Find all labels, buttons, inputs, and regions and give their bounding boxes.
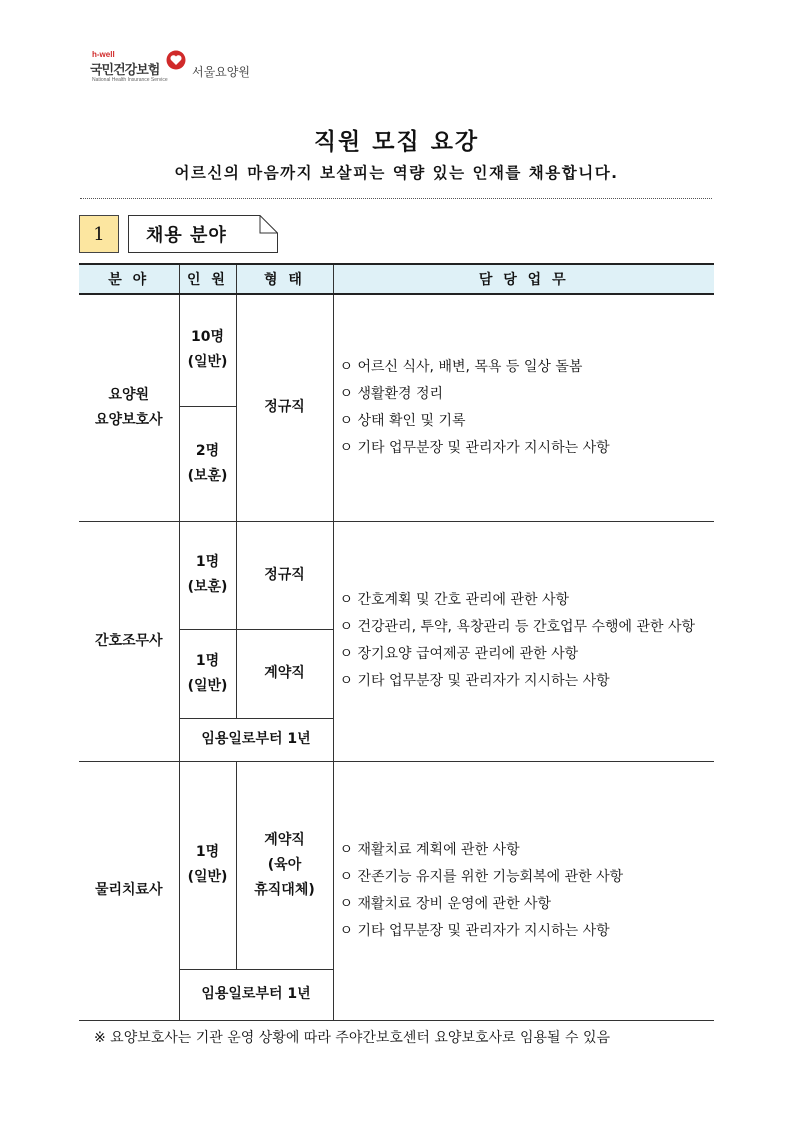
type-cell: 정규직 — [236, 521, 333, 629]
logo-branch-name: 서울요양원 — [192, 65, 250, 79]
duty-item: ㅇ 기타 업무분장 및 관리자가 지시하는 사항 — [339, 922, 610, 939]
page-subtitle: 어르신의 마음까지 보살피는 역량 있는 인재를 채용합니다. — [174, 164, 619, 182]
logo-tagline: h-well — [92, 50, 115, 59]
duty-item: ㅇ 잔존기능 유지를 위한 기능회복에 관한 사항 — [339, 868, 624, 885]
header-count: 인 원 — [179, 264, 236, 294]
org-logo — [88, 50, 278, 86]
table-row — [79, 294, 714, 406]
count-cell: 2명 (보훈) — [179, 406, 236, 521]
count-cell: 10명 (일반) — [179, 294, 236, 406]
duty-item: ㅇ 간호계획 및 간호 관리에 관한 사항 — [339, 592, 570, 608]
count-cell: 1명 (일반) — [179, 761, 236, 969]
duties-cell — [333, 521, 714, 761]
duty-item: ㅇ 기타 업무분장 및 관리자가 지시하는 사항 — [339, 439, 610, 456]
duties-cell — [333, 294, 714, 521]
header-duties: 담 당 업 무 — [333, 264, 714, 294]
duty-item: ㅇ 상태 확인 및 기록 — [339, 412, 466, 429]
duty-item: ㅇ 기타 업무분장 및 관리자가 지시하는 사항 — [339, 673, 610, 689]
duty-item: ㅇ 재활치료 장비 운영에 관한 사항 — [339, 895, 552, 912]
field-cell: 요양원 요양보호사 — [79, 294, 179, 521]
header-type: 형 태 — [236, 264, 333, 294]
heart-logo-icon — [166, 50, 186, 70]
duty-item: ㅇ 장기요양 급여제공 관리에 관한 사항 — [339, 646, 579, 662]
table-header-row — [79, 264, 714, 294]
count-cell: 1명 (일반) — [179, 629, 236, 718]
period-cell: 임용일로부터 1년 — [179, 969, 333, 1020]
field-cell: 간호조무사 — [79, 521, 179, 761]
dotted-divider — [80, 198, 712, 199]
duty-item: ㅇ 생활환경 정리 — [339, 385, 444, 402]
table-row — [79, 761, 714, 969]
duty-item: ㅇ 재활치료 계획에 관한 사항 — [339, 841, 520, 858]
duty-item: ㅇ 건강관리, 투약, 욕창관리 등 간호업무 수행에 관한 사항 — [339, 619, 696, 635]
type-cell: 정규직 — [236, 294, 333, 521]
footnote: ※ 요양보호사는 기관 운영 상황에 따라 주야간보호센터 요양보호사로 임용될 수 있음 — [94, 1030, 611, 1046]
table-row — [79, 521, 714, 629]
duties-cell — [333, 761, 714, 1020]
period-cell: 임용일로부터 1년 — [179, 718, 333, 761]
duty-item: ㅇ 어르신 식사, 배변, 목욕 등 일상 돌봄 — [339, 358, 583, 375]
field-cell: 물리치료사 — [79, 761, 179, 1020]
page-title: 직원 모집 요강 — [313, 129, 480, 155]
section-title: 채용 분야 — [146, 225, 227, 246]
type-cell: 계약직 (육아 휴직대체) — [236, 761, 333, 969]
count-cell: 1명 (보훈) — [179, 521, 236, 629]
header-field: 분 야 — [79, 264, 179, 294]
logo-subtext: National Health Insurance Service — [92, 77, 168, 83]
type-cell: 계약직 — [236, 629, 333, 718]
recruitment-table — [79, 263, 714, 1021]
logo-org-name: 국민건강보험 — [90, 63, 160, 78]
section-title-box — [128, 215, 278, 253]
section-number: 1 — [79, 215, 119, 253]
